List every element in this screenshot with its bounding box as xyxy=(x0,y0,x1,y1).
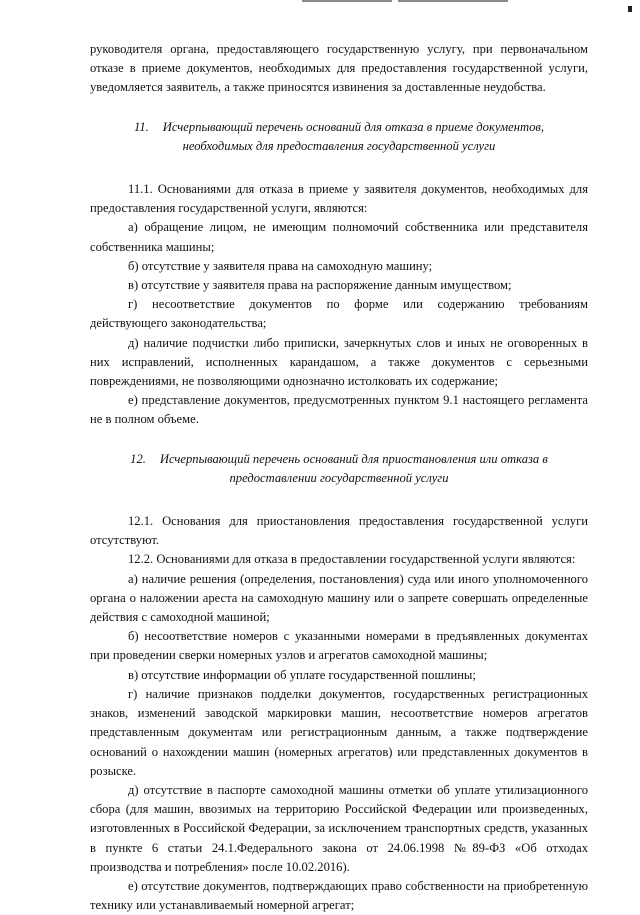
list-item-11-a: а) обращение лицом, не имеющим полномочий собственника или представителя собственника машины; xyxy=(90,220,588,254)
list-item-12-v: в) отсутствие информации об уплате государственной пошлины; xyxy=(128,667,476,682)
list-item-11-d: д) наличие подчистки либо приписки, зачеркнутых слов и иных не оговоренных в них исправлений, исполненных карандашом, а также документов с серьезными повреждениями, не позволяющими однозначно истолковать их содержание; xyxy=(90,335,588,389)
list-item-12-e: е) отсутствие документов, подтверждающих право собственности на приобретенную технику или устанавливаемый номерной агрегат; xyxy=(90,878,588,913)
intro-paragraph: руководителя органа, предоставляющего государственную услугу, при первоначальном отказе в приеме документов, необходимых для предоставления государственной услуги, уведомляется заявитель, а также приносятся извинения за доставленные неудобства. xyxy=(90,42,588,95)
paragraph-11-1: 11.1. Основаниями для отказа в приеме у заявителя документов, необходимых для предоставления государственной услуги, являются: xyxy=(90,182,588,216)
section-12-title-line2: предоставлении государственной услуги xyxy=(229,470,449,485)
paragraph-12-2: 12.2. Основаниями для отказа в предоставлении государственной услуги являются: xyxy=(128,552,576,567)
section-11-title-line2: необходимых для предоставления государственной услуги xyxy=(182,138,496,153)
document-page xyxy=(90,40,588,915)
paragraph-12-1: 12.1. Основания для приостановления предоставления государственной услуги отсутствуют. xyxy=(90,514,588,548)
list-item-12-a: а) наличие решения (определения, постановления) суда или иного уполномоченного органа о наложении ареста на самоходную машину или о запрете совершать определенные действия с самоходной машиной; xyxy=(90,571,588,625)
section-12-heading xyxy=(90,450,588,488)
section-11-heading xyxy=(90,118,588,156)
section-12-title-line1: Исчерпывающий перечень оснований для приостановления или отказа в xyxy=(159,451,548,466)
section-11-title-line1: Исчерпывающий перечень оснований для отказа в приеме документов, xyxy=(162,119,545,134)
list-item-11-e: е) представление документов, предусмотренных пунктом 9.1 настоящего регламента не в полном объеме. xyxy=(90,393,588,427)
list-item-12-b: б) несоответствие номеров с указанными номерами в предъявленных документах при проведении сверки номерных узлов и агрегатов самоходной машины; xyxy=(90,629,588,663)
scan-edge-mark-right xyxy=(398,0,508,2)
list-item-12-g: г) наличие признаков подделки документов, государственных регистрационных знаков, изменений заводской маркировки машин, несоответствие номеров агрегатов представленным документам или регистрационным данным, а также подтверждение оснований о нахождении машин (номерных агрегатов) или представленных документов в розыске. xyxy=(90,686,588,778)
list-item-11-g: г) несоответствие документов по форме или содержанию требованиям действующего законодательства; xyxy=(90,297,588,331)
list-item-11-b: б) отсутствие у заявителя права на самоходную машину; xyxy=(128,258,433,273)
section-11-number: 11. xyxy=(133,119,149,134)
scan-edge-mark-left xyxy=(302,0,392,2)
scan-edge-mark-corner xyxy=(628,6,632,12)
list-item-12-d: д) отсутствие в паспорте самоходной машины отметки об уплате утилизационного сбора (для машин, ввозимых на территорию Российской Федерации или произведенных, изготовленных в Российской Федерации, за исключением транспортных средств, указанных в пункте 6 статьи 24.1.Федерального закона от 24.06.1998 №89-ФЗ «Об отходах производства и потребления» после 10.02.2016). xyxy=(90,782,588,874)
section-12-number: 12. xyxy=(130,451,146,466)
list-item-11-v: в) отсутствие у заявителя права на распоряжение данным имуществом; xyxy=(128,278,512,293)
